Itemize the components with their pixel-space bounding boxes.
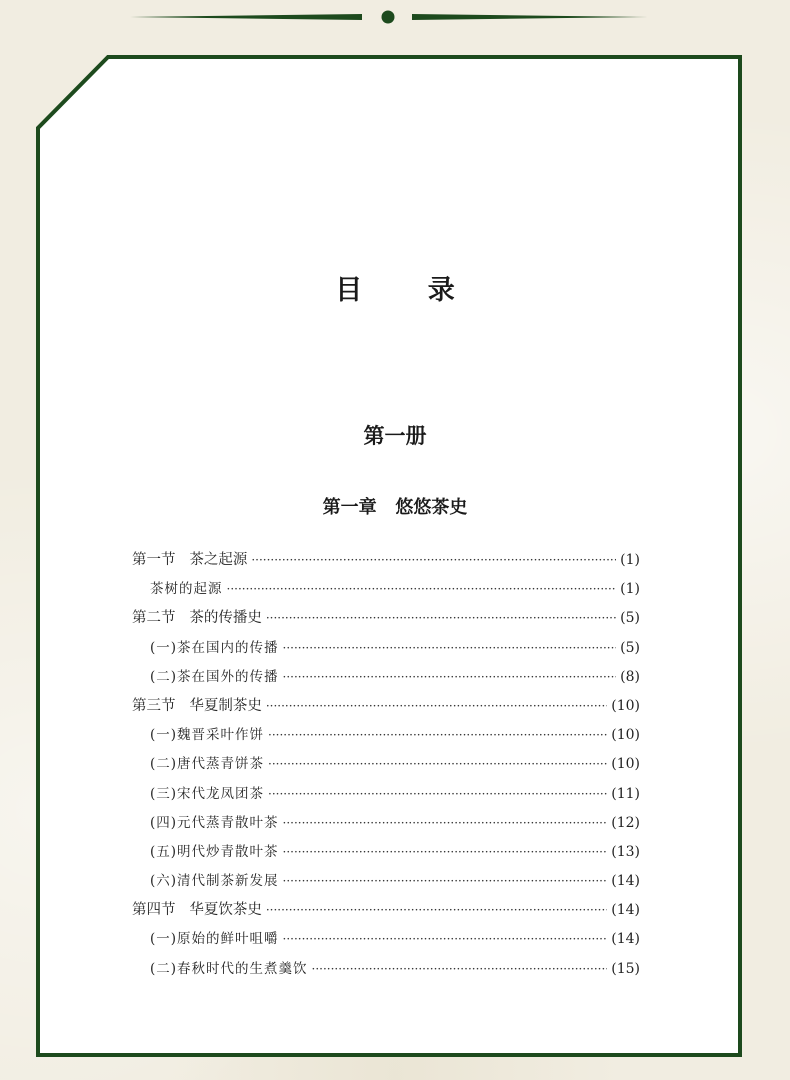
toc-entry[interactable] <box>132 840 640 869</box>
toc-entry-page: (1) <box>620 581 640 598</box>
toc-entry-label: 第一节 茶之起源 <box>132 552 248 568</box>
toc-entry[interactable] <box>132 577 640 606</box>
toc-entry[interactable] <box>132 752 640 781</box>
toc-entry-page: (10) <box>611 697 640 714</box>
toc-leader-dots <box>283 816 608 830</box>
toc-leader-dots <box>283 932 608 946</box>
toc-entry-label: (五)明代炒青散叶茶 <box>150 843 279 860</box>
toc-entry-label: (三)宋代龙凤团茶 <box>150 785 265 802</box>
toc-entry-page: (12) <box>611 814 640 831</box>
toc-leader-dots <box>227 582 617 596</box>
toc-entry-label: 第三节 华夏制茶史 <box>132 697 262 714</box>
toc-entry-label: 第二节 茶的传播史 <box>132 610 262 627</box>
toc-entry-page: (8) <box>620 668 640 685</box>
toc-leader-dots <box>283 641 617 655</box>
chapter-title: 第一章 悠悠茶史 <box>322 497 468 518</box>
toc-entry-page: (13) <box>611 843 640 860</box>
toc-entry-page: (14) <box>611 931 640 948</box>
toc-entry-label: (六)清代制茶新发展 <box>150 873 279 890</box>
toc-entry[interactable] <box>132 927 640 956</box>
toc-leader-dots <box>268 787 607 801</box>
toc-entry-label: (一)魏晋采叶作饼 <box>150 727 265 744</box>
toc-entry[interactable] <box>132 636 640 665</box>
toc-entry-page: (10) <box>611 727 640 744</box>
toc-entry[interactable] <box>132 694 640 723</box>
toc-entry-label: 第四节 华夏饮茶史 <box>132 902 262 919</box>
toc-entry[interactable] <box>132 723 640 752</box>
toc-leader-dots <box>283 874 608 888</box>
table-of-contents <box>132 548 640 986</box>
toc-leader-dots <box>283 845 608 859</box>
toc-entry-page: (5) <box>620 639 640 656</box>
toc-entry-page: (5) <box>620 610 640 627</box>
toc-entry[interactable] <box>132 898 640 927</box>
toc-entry-label: (一)茶在国内的传播 <box>150 639 279 656</box>
toc-leader-dots <box>266 699 607 713</box>
toc-entry[interactable] <box>132 869 640 898</box>
toc-entry-page: (14) <box>611 902 640 919</box>
toc-entry-label: (二)唐代蒸青饼茶 <box>150 756 265 773</box>
toc-leader-dots <box>312 962 608 976</box>
toc-leader-dots <box>283 670 617 684</box>
toc-entry[interactable] <box>132 811 640 840</box>
page-title: 目 录 <box>335 275 483 306</box>
toc-entry-page: (11) <box>611 785 640 802</box>
toc-entry-label: (二)春秋时代的生煮羹饮 <box>150 960 308 977</box>
toc-leader-dots <box>266 903 607 917</box>
toc-entry-label: (二)茶在国外的传播 <box>150 668 279 685</box>
toc-leader-dots <box>268 728 607 742</box>
toc-entry-page: (1) <box>620 552 640 568</box>
toc-leader-dots <box>268 757 607 771</box>
toc-leader-dots <box>266 611 616 625</box>
toc-entry[interactable] <box>132 782 640 811</box>
toc-entry[interactable] <box>132 548 640 577</box>
toc-entry[interactable] <box>132 606 640 635</box>
toc-entry[interactable] <box>132 665 640 694</box>
toc-entry-page: (14) <box>611 873 640 890</box>
toc-entry-page: (10) <box>611 756 640 773</box>
toc-entry[interactable] <box>132 957 640 986</box>
toc-entry-page: (15) <box>611 960 640 977</box>
volume-title: 第一册 <box>363 423 427 448</box>
toc-entry-label: (一)原始的鲜叶咀嚼 <box>150 931 279 948</box>
toc-entry-label: (四)元代蒸青散叶茶 <box>150 814 279 831</box>
toc-leader-dots <box>251 553 616 567</box>
toc-entry-label: 茶树的起源 <box>150 581 223 598</box>
